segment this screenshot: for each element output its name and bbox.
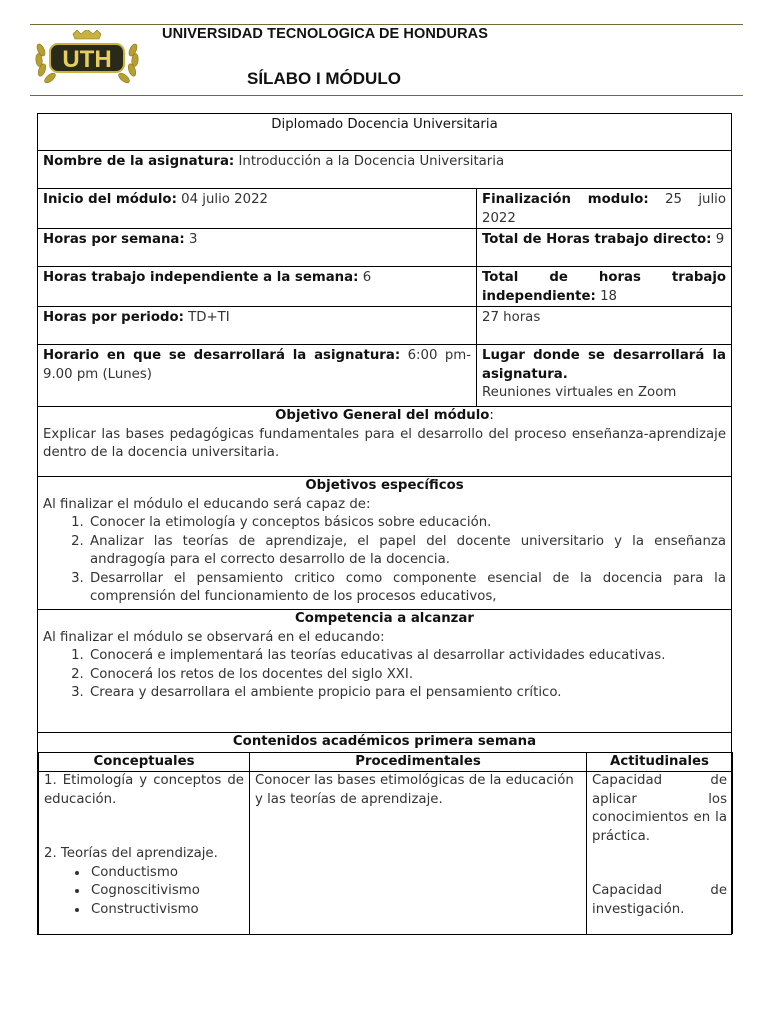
place-value: Reuniones virtuales en Zoom xyxy=(482,385,677,400)
course-name-cell xyxy=(38,151,732,189)
total-indep-cell xyxy=(477,267,732,307)
col-attitudinal-header: Actitudinales xyxy=(587,752,733,772)
end-label: Finalización modulo: xyxy=(482,192,649,207)
total-indep-value: 18 xyxy=(600,288,617,304)
competence-heading: Competencia a alcanzar xyxy=(295,611,474,626)
uth-logo xyxy=(33,30,141,86)
period-total-value: 27 horas xyxy=(482,310,541,325)
list-item: • Conductismo xyxy=(89,864,244,883)
indep-week-label: Horas trabajo independiente a la semana: xyxy=(43,270,359,285)
attitudinal-item-2: Capacidad de investigación. xyxy=(592,883,727,917)
schedule-value: 6:00 pm-9.00 pm (Lunes) xyxy=(43,348,472,382)
specific-objectives-list xyxy=(43,514,726,607)
diplomado-title: Diplomado Docencia Universitaria xyxy=(271,117,498,132)
header-bottom-rule xyxy=(30,95,743,96)
logo-lettering: UTH xyxy=(62,46,112,73)
place-cell xyxy=(477,345,732,407)
contents-cell xyxy=(38,733,732,935)
list-item: 1. Conocer la etimología y conceptos básicos sobre educación. xyxy=(88,514,726,533)
general-objective-cell xyxy=(38,407,732,477)
start-value: 04 julio 2022 xyxy=(181,192,268,207)
competence-cell xyxy=(38,610,732,733)
specific-objectives-cell xyxy=(38,477,732,610)
document-title: SÍLABO I MÓDULO xyxy=(247,69,401,88)
list-item: 3. Creara y desarrollara el ambiente propicio para el pensamiento crítico. xyxy=(88,684,726,703)
list-item: • Constructivismo xyxy=(89,901,244,920)
schedule-label: Horario en que se desarrollará la asignatura: xyxy=(43,348,401,363)
list-item: 1. Conocerá e implementará las teorías educativas al desarrollar actividades educativas. xyxy=(88,647,726,666)
general-objective-colon: : xyxy=(489,408,494,423)
procedural-cell xyxy=(250,772,587,935)
list-item: • Cognoscitivismo xyxy=(89,882,244,901)
total-direct-label: Total de Horas trabajo directo: xyxy=(482,232,712,247)
general-objective-text: Explicar las bases pedagógicas fundamentales para el desarrollo del proceso enseñanza-aprendizaje dentro de la docencia universitaria. xyxy=(43,426,727,460)
contents-heading: Contenidos académicos primera semana xyxy=(232,734,537,749)
specific-objectives-heading: Objetivos específicos xyxy=(305,478,464,493)
attitudinal-cell xyxy=(587,772,733,935)
contents-table xyxy=(38,752,733,935)
col-conceptual-header: Conceptuales xyxy=(39,752,250,772)
indep-week-value: 6 xyxy=(362,270,372,285)
total-indep-label: Total de horas trabajo independiente: xyxy=(482,270,727,304)
start-label: Inicio del módulo: xyxy=(43,192,177,207)
indep-week-cell xyxy=(38,267,477,307)
course-name-label: Nombre de la asignatura: xyxy=(43,154,235,169)
end-value: 25 julio 2022 xyxy=(482,192,727,226)
col-procedural-header: Procedimentales xyxy=(250,752,587,772)
start-cell xyxy=(38,189,477,229)
hours-week-cell xyxy=(38,229,477,267)
period-label: Horas por periodo: xyxy=(43,310,184,325)
procedural-item-1: Conocer las bases etimológicas de la educación y las teorías de aprendizaje. xyxy=(255,773,574,807)
general-objective-heading: Objetivo General del módulo xyxy=(275,408,490,423)
attitudinal-item-1: Capacidad de aplicar los conocimientos en la práctica. xyxy=(592,773,727,844)
total-direct-cell xyxy=(477,229,732,267)
competence-intro: Al finalizar el módulo se observará en el educando: xyxy=(43,629,385,645)
list-item: 3. Desarrollar el pensamiento critico como componente esencial de la docencia para la comprensión del funcionamiento de los procesos educativos, xyxy=(88,570,726,607)
university-name: UNIVERSIDAD TECNOLOGICA DE HONDURAS xyxy=(162,26,489,42)
specific-objectives-intro: Al finalizar el módulo el educando será capaz de: xyxy=(43,496,371,512)
syllabus-table xyxy=(37,113,732,935)
end-cell xyxy=(477,189,732,229)
header-top-rule xyxy=(30,24,743,25)
period-cell xyxy=(38,307,477,345)
total-direct-value: 9 xyxy=(715,232,725,247)
list-item: 2. Conocerá los retos de los docentes del siglo XXI. xyxy=(88,666,726,685)
schedule-cell xyxy=(38,345,477,407)
course-name-value: Introducción a la Docencia Universitaria xyxy=(238,154,505,169)
hours-week-label: Horas por semana: xyxy=(43,232,185,247)
diplomado-cell xyxy=(38,114,732,151)
competence-list xyxy=(43,647,726,703)
period-total-cell xyxy=(477,307,732,345)
list-item: 2. Analizar las teorías de aprendizaje, el papel del docente universitario y la enseñanza andragogía para el correcto desarrollo de la docencia. xyxy=(88,533,726,570)
conceptual-item-2: 2. Teorías del aprendizaje. xyxy=(44,846,218,861)
conceptual-cell xyxy=(39,772,250,935)
place-label: Lugar donde se desarrollará la asignatura. xyxy=(482,348,727,382)
theories-list xyxy=(44,864,244,920)
hours-week-value: 3 xyxy=(188,232,198,247)
conceptual-item-1: 1. Etimología y conceptos de educación. xyxy=(44,773,244,807)
period-value: TD+TI xyxy=(188,310,230,325)
